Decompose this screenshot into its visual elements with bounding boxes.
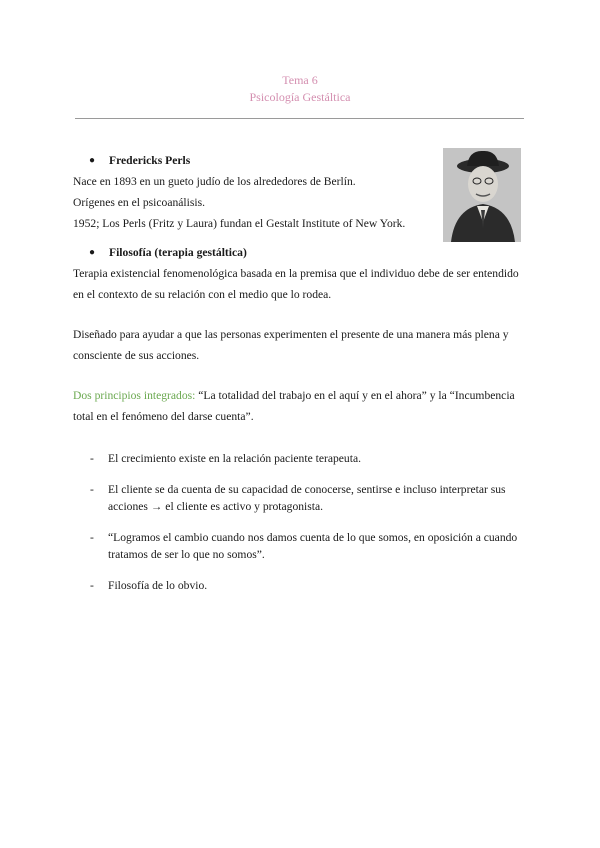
list-item	[73, 577, 528, 594]
principles-label: Dos principios integrados:	[73, 389, 196, 402]
philosophy-paragraph-1: Terapia existencial fenomenológica basada en la premisa que el individuo debe de ser entendido en el contexto de su relación con el medio que lo rodea.	[73, 267, 519, 301]
bio-line-3: 1952; Los Perls (Fritz y Laura) fundan el Gestalt Institute of New York.	[73, 217, 406, 230]
list-item	[73, 529, 528, 563]
list-item	[73, 481, 528, 515]
list-item-text: El cliente se da cuenta de su capacidad de conocerse, sentirse e incluso interpretar sus acciones → el cliente es activo y protagonista.	[108, 483, 506, 513]
principles-paragraph	[73, 385, 528, 427]
page-title: Psicología Gestáltica	[249, 90, 351, 104]
dash-marker: -	[90, 579, 94, 592]
bullet-dot: ●	[89, 247, 96, 258]
dash-marker: -	[90, 452, 94, 465]
list-item-text: Filosofía de lo obvio.	[108, 579, 208, 592]
bio-line-1: Nace en 1893 en un gueto judío de los alrededores de Berlín.	[73, 175, 356, 188]
topic-number: Tema 6	[282, 73, 318, 87]
dash-marker: -	[90, 483, 94, 496]
section-heading-perls	[73, 150, 528, 171]
bio-line-2: Orígenes en el psicoanálisis.	[73, 196, 206, 209]
section-heading-philosophy	[73, 242, 528, 263]
document-body	[73, 150, 528, 608]
heading-text: Fredericks Perls	[109, 154, 191, 167]
dash-marker: -	[90, 531, 94, 544]
list-item-text: El crecimiento existe en la relación paciente terapeuta.	[108, 452, 361, 465]
header-divider	[75, 118, 524, 119]
heading-text: Filosofía (terapia gestáltica)	[109, 246, 247, 259]
list-item-text: “Logramos el cambio cuando nos damos cuenta de lo que somos, en oposición a cuando tratamos de ser lo que no somos”.	[108, 531, 518, 561]
principles-text: “La totalidad del trabajo en el aquí y en el ahora” y la “Incumbencia total en el fenómeno del darse cuenta”.	[73, 389, 515, 423]
dash-list	[73, 450, 528, 594]
document-header	[0, 72, 600, 106]
list-item	[73, 450, 528, 467]
bullet-dot: ●	[89, 155, 96, 166]
philosophy-paragraph-2: Diseñado para ayudar a que las personas experimenten el presente de una manera más plena y consciente de sus acciones.	[73, 328, 509, 362]
